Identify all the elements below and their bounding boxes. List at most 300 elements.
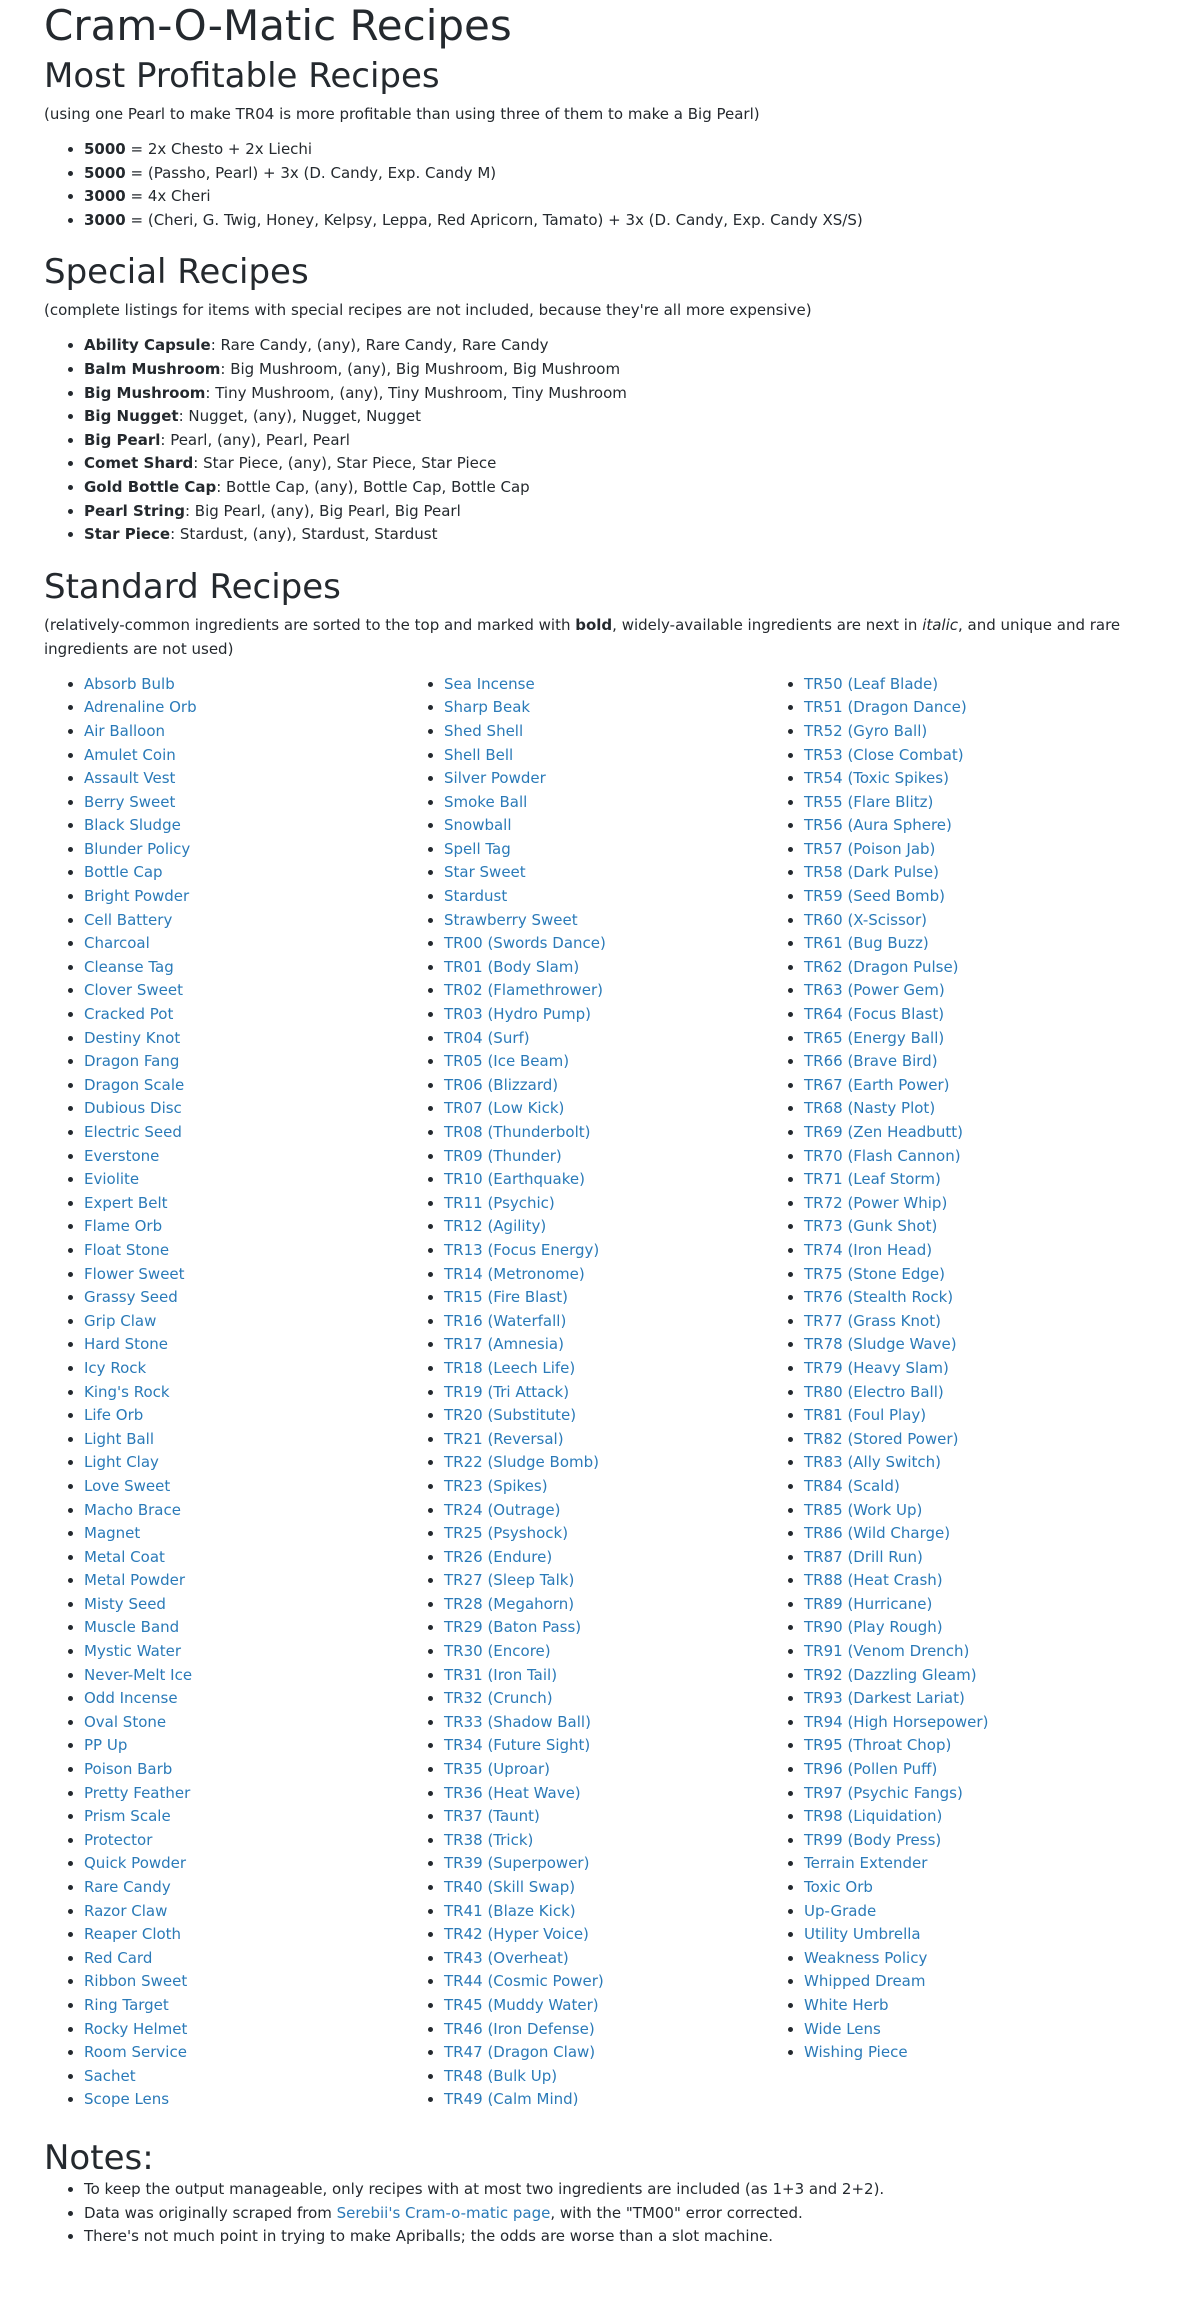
- recipe-link[interactable]: Silver Powder: [444, 769, 546, 788]
- special-item-recipe: : Big Pearl, (any), Big Pearl, Big Pearl: [184, 501, 461, 520]
- recipe-list-item: [84, 1711, 404, 1735]
- profit-value: 3000: [84, 210, 126, 229]
- recipe-link[interactable]: Magnet: [84, 1524, 141, 1543]
- recipe-link[interactable]: TR40 (Skill Swap): [444, 1878, 576, 1896]
- recipe-link[interactable]: Life Orb: [84, 1406, 144, 1425]
- recipe-list-item: [804, 767, 1124, 791]
- recipe-list-item: [84, 909, 404, 933]
- recipe-link[interactable]: Grip Claw: [84, 1311, 157, 1330]
- recipe-list-item: [444, 1852, 764, 1876]
- recipe-list-item: [84, 1215, 404, 1239]
- profitable-item: [84, 209, 1156, 233]
- recipe-link[interactable]: Scope Lens: [84, 2090, 170, 2109]
- recipe-link[interactable]: TR82 (Stored Power): [804, 1429, 959, 1448]
- special-item-recipe: : Rare Candy, (any), Rare Candy, Rare Candy: [210, 336, 549, 355]
- recipe-link[interactable]: TR67 (Earth Power): [804, 1075, 950, 1094]
- recipe-link[interactable]: Eviolite: [84, 1170, 140, 1189]
- recipe-list-item: [444, 2041, 764, 2065]
- special-note: (complete listings for items with special recipes are not included, because they're all more expensive): [44, 301, 812, 320]
- recipe-link[interactable]: TR63 (Power Gem): [804, 981, 945, 1000]
- recipe-link[interactable]: TR50 (Leaf Blade): [804, 674, 939, 693]
- recipe-link[interactable]: TR26 (Endure): [444, 1547, 553, 1566]
- recipe-link[interactable]: Mystic Water: [84, 1642, 182, 1661]
- recipe-list-item: [804, 720, 1124, 744]
- recipe-link[interactable]: TR69 (Zen Headbutt): [804, 1123, 963, 1141]
- recipe-list-item: [84, 1168, 404, 1192]
- special-item-recipe: : Big Mushroom, (any), Big Mushroom, Big Mushroom: [220, 359, 621, 378]
- recipe-link[interactable]: TR48 (Bulk Up): [444, 2066, 558, 2085]
- recipe-list-item: [84, 1852, 404, 1876]
- recipe-link[interactable]: TR81 (Foul Play): [804, 1406, 927, 1425]
- recipe-link[interactable]: TR32 (Crunch): [444, 1689, 553, 1708]
- recipe-list-item: [84, 1121, 404, 1145]
- recipe-link[interactable]: Wishing Piece: [804, 2043, 908, 2062]
- recipe-link[interactable]: Poison Barb: [84, 1760, 173, 1779]
- recipe-list-item: [444, 1593, 764, 1617]
- recipe-link[interactable]: Float Stone: [84, 1240, 170, 1259]
- recipe-list-item: [804, 1593, 1124, 1617]
- recipe-link[interactable]: TR25 (Psyshock): [444, 1524, 569, 1543]
- recipe-link[interactable]: Icy Rock: [84, 1358, 147, 1377]
- recipe-list-item: [804, 956, 1124, 980]
- recipe-link[interactable]: Oval Stone: [84, 1712, 167, 1731]
- recipe-list-item: [444, 2018, 764, 2042]
- recipe-link[interactable]: TR92 (Dazzling Gleam): [804, 1665, 977, 1684]
- recipe-list-item: [804, 1097, 1124, 1121]
- recipe-link[interactable]: TR04 (Surf): [444, 1028, 530, 1047]
- recipe-list-item: [444, 1145, 764, 1169]
- recipe-list-item: [804, 1263, 1124, 1287]
- recipe-list-item: [804, 1333, 1124, 1357]
- recipe-link[interactable]: TR08 (Thunderbolt): [444, 1123, 591, 1141]
- profitable-note: (using one Pearl to make TR04 is more profitable than using three of them to make a Big Pearl): [44, 105, 760, 123]
- recipe-link[interactable]: TR62 (Dragon Pulse): [804, 957, 959, 976]
- recipe-link[interactable]: Terrain Extender: [804, 1854, 928, 1873]
- recipe-link[interactable]: Adrenaline Orb: [84, 698, 197, 717]
- recipe-link[interactable]: Smoke Ball: [444, 792, 528, 811]
- recipe-link[interactable]: Weakness Policy: [804, 1948, 928, 1967]
- recipe-link[interactable]: Berry Sweet: [84, 792, 176, 811]
- recipe-link[interactable]: King's Rock: [84, 1382, 170, 1401]
- recipe-link[interactable]: Up-Grade: [804, 1901, 877, 1920]
- recipe-link[interactable]: TR01 (Body Slam): [444, 957, 580, 976]
- recipe-link[interactable]: TR39 (Superpower): [444, 1854, 590, 1873]
- recipe-link[interactable]: Light Clay: [84, 1453, 159, 1472]
- recipe-link[interactable]: Shell Bell: [444, 745, 514, 764]
- recipe-link[interactable]: White Herb: [804, 1995, 889, 2014]
- recipe-list-item: [804, 1994, 1124, 2018]
- recipe-list-item: [444, 1569, 764, 1593]
- serebii-link[interactable]: Serebii's Cram-o-matic page: [336, 2203, 551, 2222]
- recipe-link[interactable]: TR13 (Focus Energy): [444, 1240, 600, 1259]
- recipe-list-item: [804, 1734, 1124, 1758]
- recipe-link[interactable]: TR35 (Uproar): [444, 1760, 551, 1779]
- recipe-list-item: [84, 2041, 404, 2065]
- recipe-list-item: [444, 838, 764, 862]
- recipe-list-item: [444, 1168, 764, 1192]
- recipe-link[interactable]: Electric Seed: [84, 1123, 182, 1141]
- recipe-link[interactable]: TR41 (Blaze Kick): [444, 1901, 576, 1920]
- recipe-link[interactable]: Wide Lens: [804, 2019, 881, 2038]
- recipe-list-item: [84, 1923, 404, 1947]
- special-item-name: Big Nugget: [84, 407, 179, 426]
- recipe-link[interactable]: TR94 (High Horsepower): [804, 1712, 989, 1731]
- recipe-link[interactable]: TR90 (Play Rough): [804, 1618, 943, 1637]
- recipe-link[interactable]: TR52 (Gyro Ball): [804, 721, 928, 740]
- recipe-list-item: [84, 1499, 404, 1523]
- recipe-link[interactable]: TR59 (Seed Bomb): [804, 887, 946, 906]
- recipe-list-item: [84, 1451, 404, 1475]
- recipe-link[interactable]: TR60 (X-Scissor): [804, 910, 927, 929]
- recipe-link[interactable]: TR36 (Heat Wave): [444, 1783, 581, 1802]
- recipe-list-item: [444, 744, 764, 768]
- recipe-link[interactable]: Ribbon Sweet: [84, 1972, 188, 1991]
- recipe-link[interactable]: Expert Belt: [84, 1193, 168, 1212]
- recipe-link[interactable]: Cell Battery: [84, 910, 173, 929]
- recipe-link[interactable]: Hard Stone: [84, 1335, 168, 1354]
- recipe-link[interactable]: Reaper Cloth: [84, 1925, 182, 1944]
- profitable-list: [44, 138, 1156, 232]
- recipe-link[interactable]: TR00 (Swords Dance): [444, 934, 606, 953]
- recipe-list-item: [444, 861, 764, 885]
- special-item-name: Big Pearl: [84, 430, 161, 449]
- recipe-link[interactable]: TR86 (Wild Charge): [804, 1524, 951, 1543]
- recipe-list-item: [444, 1475, 764, 1499]
- recipe-link[interactable]: Everstone: [84, 1146, 160, 1165]
- recipe-list-item: [804, 1640, 1124, 1664]
- recipe-link[interactable]: Sharp Beak: [444, 698, 531, 717]
- notes-list: [44, 2178, 1156, 2249]
- recipe-link[interactable]: TR57 (Poison Jab): [804, 839, 936, 858]
- recipe-list-item: [444, 1074, 764, 1098]
- page-title: Cram-O-Matic Recipes: [44, 1, 512, 50]
- recipe-list-item: [444, 1947, 764, 1971]
- recipe-list-item: [84, 1900, 404, 1924]
- recipe-link[interactable]: TR89 (Hurricane): [804, 1594, 933, 1613]
- special-item: [84, 358, 1156, 382]
- recipe-list-item: [444, 767, 764, 791]
- special-item-name: Big Mushroom: [84, 383, 206, 402]
- recipe-link[interactable]: TR23 (Spikes): [444, 1476, 548, 1495]
- recipe-link[interactable]: Metal Coat: [84, 1547, 165, 1566]
- recipe-link[interactable]: Red Card: [84, 1948, 153, 1967]
- recipe-link[interactable]: TR74 (Iron Head): [804, 1240, 933, 1259]
- recipe-link[interactable]: TR56 (Aura Sphere): [804, 816, 952, 835]
- recipe-link[interactable]: TR45 (Muddy Water): [444, 1995, 599, 2014]
- recipe-list-item: [84, 861, 404, 885]
- recipe-link[interactable]: Cleanse Tag: [84, 957, 174, 976]
- recipe-list-item: [804, 1310, 1124, 1334]
- recipe-link[interactable]: TR65 (Energy Ball): [804, 1028, 945, 1047]
- recipe-list-item: [444, 1451, 764, 1475]
- recipe-list-item: [84, 1003, 404, 1027]
- recipe-link[interactable]: Star Sweet: [444, 863, 526, 882]
- recipe-link[interactable]: TR72 (Power Whip): [804, 1193, 948, 1212]
- recipe-link[interactable]: TR84 (Scald): [804, 1476, 900, 1495]
- recipe-list-item: [84, 1286, 404, 1310]
- profit-value: 3000: [84, 187, 126, 206]
- recipe-link[interactable]: TR78 (Sludge Wave): [804, 1335, 957, 1354]
- recipe-link[interactable]: TR15 (Fire Blast): [444, 1288, 569, 1307]
- recipe-link[interactable]: TR18 (Leech Life): [444, 1358, 576, 1377]
- recipe-link[interactable]: TR76 (Stealth Rock): [804, 1288, 954, 1307]
- recipe-link[interactable]: TR05 (Ice Beam): [444, 1052, 570, 1071]
- recipe-list-item: [444, 1970, 764, 1994]
- recipe-link[interactable]: TR14 (Metronome): [444, 1264, 585, 1283]
- recipe-link[interactable]: TR10 (Earthquake): [444, 1170, 585, 1189]
- recipe-link[interactable]: Rare Candy: [84, 1878, 171, 1896]
- recipe-list-item: [804, 1003, 1124, 1027]
- recipe-link[interactable]: Snowball: [444, 816, 512, 835]
- recipe-link[interactable]: TR79 (Heavy Slam): [804, 1358, 949, 1377]
- recipe-link[interactable]: TR73 (Gunk Shot): [804, 1217, 938, 1236]
- recipe-list-item: [84, 767, 404, 791]
- recipe-link[interactable]: TR29 (Baton Pass): [444, 1618, 582, 1637]
- recipe-link[interactable]: TR21 (Reversal): [444, 1429, 564, 1448]
- recipe-link[interactable]: Air Balloon: [84, 721, 166, 740]
- profit-recipe: = 4x Cheri: [125, 187, 211, 206]
- recipe-list-item: [84, 1734, 404, 1758]
- recipe-link[interactable]: Utility Umbrella: [804, 1925, 921, 1944]
- recipe-link[interactable]: TR38 (Trick): [444, 1830, 534, 1849]
- recipe-link[interactable]: TR02 (Flamethrower): [444, 981, 604, 1000]
- recipe-list-item: [84, 1239, 404, 1263]
- recipe-list-item: [84, 1310, 404, 1334]
- recipe-link[interactable]: TR22 (Sludge Bomb): [444, 1453, 599, 1472]
- recipe-link[interactable]: TR61 (Bug Buzz): [804, 934, 929, 953]
- recipe-list-item: [804, 2041, 1124, 2065]
- recipe-link[interactable]: Black Sludge: [84, 816, 181, 835]
- recipe-list-item: [804, 744, 1124, 768]
- note-item: • There's not much point in trying to make Apriballs; the odds are worse than a slot machine.: [84, 2225, 1156, 2249]
- special-item-name: Pearl String: [84, 501, 185, 520]
- recipe-link[interactable]: Flower Sweet: [84, 1264, 185, 1283]
- recipe-link[interactable]: TR68 (Nasty Plot): [804, 1099, 936, 1118]
- recipe-link[interactable]: TR87 (Drill Run): [804, 1547, 923, 1566]
- standard-note-part1: (relatively-common ingredients are sorted to the top and marked with: [44, 615, 576, 634]
- recipe-link[interactable]: TR31 (Iron Tail): [444, 1665, 558, 1684]
- recipe-link[interactable]: Rocky Helmet: [84, 2019, 188, 2038]
- recipe-list-item: [804, 1475, 1124, 1499]
- recipe-link[interactable]: Pretty Feather: [84, 1783, 191, 1802]
- recipe-link[interactable]: TR51 (Dragon Dance): [804, 698, 967, 717]
- recipe-list-item: [84, 1616, 404, 1640]
- recipe-link[interactable]: Room Service: [84, 2043, 187, 2062]
- recipe-list-item: [804, 979, 1124, 1003]
- recipe-list-item: [804, 932, 1124, 956]
- recipe-link[interactable]: TR80 (Electro Ball): [804, 1382, 944, 1401]
- recipe-link[interactable]: TR24 (Outrage): [444, 1500, 561, 1519]
- recipe-link[interactable]: Dragon Scale: [84, 1075, 185, 1094]
- recipe-link[interactable]: Razor Claw: [84, 1901, 168, 1920]
- recipe-list-item: [84, 1027, 404, 1051]
- recipe-link[interactable]: TR99 (Body Press): [804, 1830, 942, 1849]
- recipe-list-item: [804, 2018, 1124, 2042]
- recipe-link[interactable]: Whipped Dream: [804, 1972, 926, 1991]
- recipe-list-item: [444, 956, 764, 980]
- recipe-link[interactable]: Spell Tag: [444, 839, 511, 858]
- recipe-link[interactable]: TR42 (Hyper Voice): [444, 1925, 589, 1944]
- recipe-list-item: [444, 1310, 764, 1334]
- recipe-link[interactable]: Toxic Orb: [804, 1878, 873, 1896]
- recipe-link[interactable]: Sachet: [84, 2066, 136, 2085]
- notes-heading: Notes:: [44, 2137, 154, 2178]
- recipe-link[interactable]: Amulet Coin: [84, 745, 176, 764]
- recipe-link[interactable]: Prism Scale: [84, 1807, 171, 1826]
- special-item-name: Balm Mushroom: [84, 359, 221, 378]
- recipe-list-item: [804, 1923, 1124, 1947]
- recipe-link[interactable]: TR58 (Dark Pulse): [804, 863, 940, 882]
- special-item: [84, 523, 1156, 547]
- recipe-list-item: [804, 1852, 1124, 1876]
- special-item: [84, 382, 1156, 406]
- special-item-name: Ability Capsule: [84, 336, 211, 355]
- recipe-link[interactable]: TR97 (Psychic Fangs): [804, 1783, 963, 1802]
- recipe-list-item: [84, 1640, 404, 1664]
- recipe-list-item: [444, 1923, 764, 1947]
- recipe-link[interactable]: TR12 (Agility): [444, 1217, 547, 1236]
- recipe-list-item: [444, 1546, 764, 1570]
- special-item: [84, 334, 1156, 358]
- recipe-list-item: [804, 1145, 1124, 1169]
- recipe-link[interactable]: TR11 (Psychic): [444, 1193, 555, 1212]
- recipe-link[interactable]: TR64 (Focus Blast): [804, 1005, 945, 1024]
- recipe-link[interactable]: TR91 (Venom Drench): [804, 1642, 970, 1661]
- recipe-link[interactable]: TR28 (Megahorn): [444, 1594, 575, 1613]
- recipe-link[interactable]: TR20 (Substitute): [444, 1406, 577, 1425]
- recipe-link[interactable]: TR43 (Overheat): [444, 1948, 569, 1967]
- recipe-link[interactable]: Quick Powder: [84, 1854, 187, 1873]
- recipe-link[interactable]: TR53 (Close Combat): [804, 745, 964, 764]
- recipe-link[interactable]: TR49 (Calm Mind): [444, 2090, 579, 2109]
- special-item-recipe: : Bottle Cap, (any), Bottle Cap, Bottle Cap: [216, 477, 530, 496]
- recipe-link[interactable]: PP Up: [84, 1736, 128, 1755]
- recipe-column-2: [404, 673, 764, 2112]
- recipe-link[interactable]: Absorb Bulb: [84, 674, 175, 693]
- recipe-link[interactable]: Shed Shell: [444, 721, 524, 740]
- recipe-link[interactable]: Light Ball: [84, 1429, 155, 1448]
- recipe-link[interactable]: Never-Melt Ice: [84, 1665, 193, 1684]
- recipe-list-item: [84, 720, 404, 744]
- recipe-link[interactable]: Clover Sweet: [84, 981, 183, 1000]
- note-item: • To keep the output manageable, only recipes with at most two ingredients are included (as 1+3 and 2+2).: [84, 2178, 1156, 2202]
- recipe-link[interactable]: TR19 (Tri Attack): [444, 1382, 570, 1401]
- recipe-link[interactable]: TR37 (Taunt): [444, 1807, 540, 1826]
- recipe-link[interactable]: TR47 (Dragon Claw): [444, 2043, 596, 2062]
- recipe-list-item: [84, 696, 404, 720]
- recipe-link[interactable]: TR34 (Future Sight): [444, 1736, 591, 1755]
- recipe-link[interactable]: TR09 (Thunder): [444, 1146, 562, 1165]
- recipe-link[interactable]: Misty Seed: [84, 1594, 166, 1613]
- recipe-link[interactable]: TR95 (Throat Chop): [804, 1736, 952, 1755]
- recipe-list-item: [84, 2018, 404, 2042]
- recipe-list-item: [84, 1475, 404, 1499]
- recipe-list-item: [444, 1900, 764, 1924]
- recipe-link[interactable]: TR88 (Heat Crash): [804, 1571, 943, 1590]
- recipe-link[interactable]: Ring Target: [84, 1995, 169, 2014]
- recipe-link[interactable]: TR03 (Hydro Pump): [444, 1005, 592, 1024]
- recipe-link[interactable]: TR07 (Low Kick): [444, 1099, 565, 1118]
- recipe-link[interactable]: Love Sweet: [84, 1476, 171, 1495]
- recipe-link[interactable]: TR96 (Pollen Puff): [804, 1760, 938, 1779]
- recipe-link[interactable]: Bright Powder: [84, 887, 190, 906]
- recipe-link[interactable]: TR98 (Liquidation): [804, 1807, 943, 1826]
- recipe-link[interactable]: TR17 (Amnesia): [444, 1335, 564, 1354]
- recipe-link[interactable]: Muscle Band: [84, 1618, 180, 1637]
- recipe-link[interactable]: TR46 (Iron Defense): [444, 2019, 595, 2038]
- recipe-list-item: [804, 1381, 1124, 1405]
- recipe-list-item: [84, 1192, 404, 1216]
- recipe-link[interactable]: Blunder Policy: [84, 839, 191, 858]
- recipe-list-item: [444, 1758, 764, 1782]
- recipe-list-item: [804, 1451, 1124, 1475]
- recipe-link[interactable]: TR71 (Leaf Storm): [804, 1170, 941, 1189]
- special-item-name: Star Piece: [84, 525, 171, 544]
- recipe-link[interactable]: TR54 (Toxic Spikes): [804, 769, 949, 788]
- recipe-link[interactable]: Macho Brace: [84, 1500, 181, 1519]
- recipe-list-item: [444, 1239, 764, 1263]
- recipe-link[interactable]: TR75 (Stone Edge): [804, 1264, 945, 1283]
- recipe-link[interactable]: Dragon Fang: [84, 1052, 180, 1071]
- recipe-link[interactable]: TR44 (Cosmic Power): [444, 1972, 604, 1991]
- recipe-list-item: [84, 1145, 404, 1169]
- recipe-link[interactable]: TR66 (Brave Bird): [804, 1052, 938, 1071]
- recipe-link[interactable]: Bottle Cap: [84, 863, 163, 882]
- recipe-link[interactable]: Protector: [84, 1830, 153, 1849]
- recipe-link[interactable]: Destiny Knot: [84, 1028, 181, 1047]
- recipe-list-item: [84, 1876, 404, 1900]
- recipe-list-item: [84, 1097, 404, 1121]
- recipe-link[interactable]: TR55 (Flare Blitz): [804, 792, 934, 811]
- recipe-list-item: [444, 932, 764, 956]
- recipe-link[interactable]: TR30 (Encore): [444, 1642, 551, 1661]
- recipe-list-item: [84, 814, 404, 838]
- recipe-link[interactable]: TR93 (Darkest Lariat): [804, 1689, 965, 1708]
- recipe-link[interactable]: TR27 (Sleep Talk): [444, 1571, 575, 1590]
- note-text: , with the "TM00" error corrected.: [550, 2203, 803, 2222]
- recipe-link[interactable]: TR83 (Ally Switch): [804, 1453, 941, 1472]
- special-item: [84, 405, 1156, 429]
- recipe-link[interactable]: TR70 (Flash Cannon): [804, 1146, 961, 1165]
- recipe-list-item: [804, 1239, 1124, 1263]
- recipe-link[interactable]: Metal Powder: [84, 1571, 186, 1590]
- recipe-list-item: [84, 885, 404, 909]
- recipe-list-item: [444, 909, 764, 933]
- recipe-list-item: [84, 1263, 404, 1287]
- recipe-link[interactable]: Sea Incense: [444, 674, 535, 693]
- recipe-list-item: [84, 1428, 404, 1452]
- recipe-columns: [44, 673, 1156, 2112]
- recipe-link[interactable]: Strawberry Sweet: [444, 910, 578, 929]
- recipe-link[interactable]: Cracked Pot: [84, 1005, 174, 1024]
- recipe-link[interactable]: Stardust: [444, 887, 508, 906]
- recipe-link[interactable]: Dubious Disc: [84, 1099, 182, 1118]
- recipe-link[interactable]: Odd Incense: [84, 1689, 178, 1708]
- recipe-link[interactable]: TR06 (Blizzard): [444, 1075, 559, 1094]
- special-list: [44, 334, 1156, 546]
- recipe-list-item: [444, 1664, 764, 1688]
- recipe-list-item: [804, 1687, 1124, 1711]
- recipe-link[interactable]: Flame Orb: [84, 1217, 163, 1236]
- recipe-link[interactable]: TR77 (Grass Knot): [804, 1311, 941, 1330]
- recipe-link[interactable]: TR16 (Waterfall): [444, 1311, 567, 1330]
- recipe-link[interactable]: TR85 (Work Up): [804, 1500, 923, 1519]
- recipe-link[interactable]: Grassy Seed: [84, 1288, 178, 1307]
- recipe-link[interactable]: Assault Vest: [84, 769, 176, 788]
- special-item-name: Comet Shard: [84, 454, 194, 473]
- recipe-link[interactable]: TR33 (Shadow Ball): [444, 1712, 591, 1731]
- recipe-link[interactable]: Charcoal: [84, 934, 150, 953]
